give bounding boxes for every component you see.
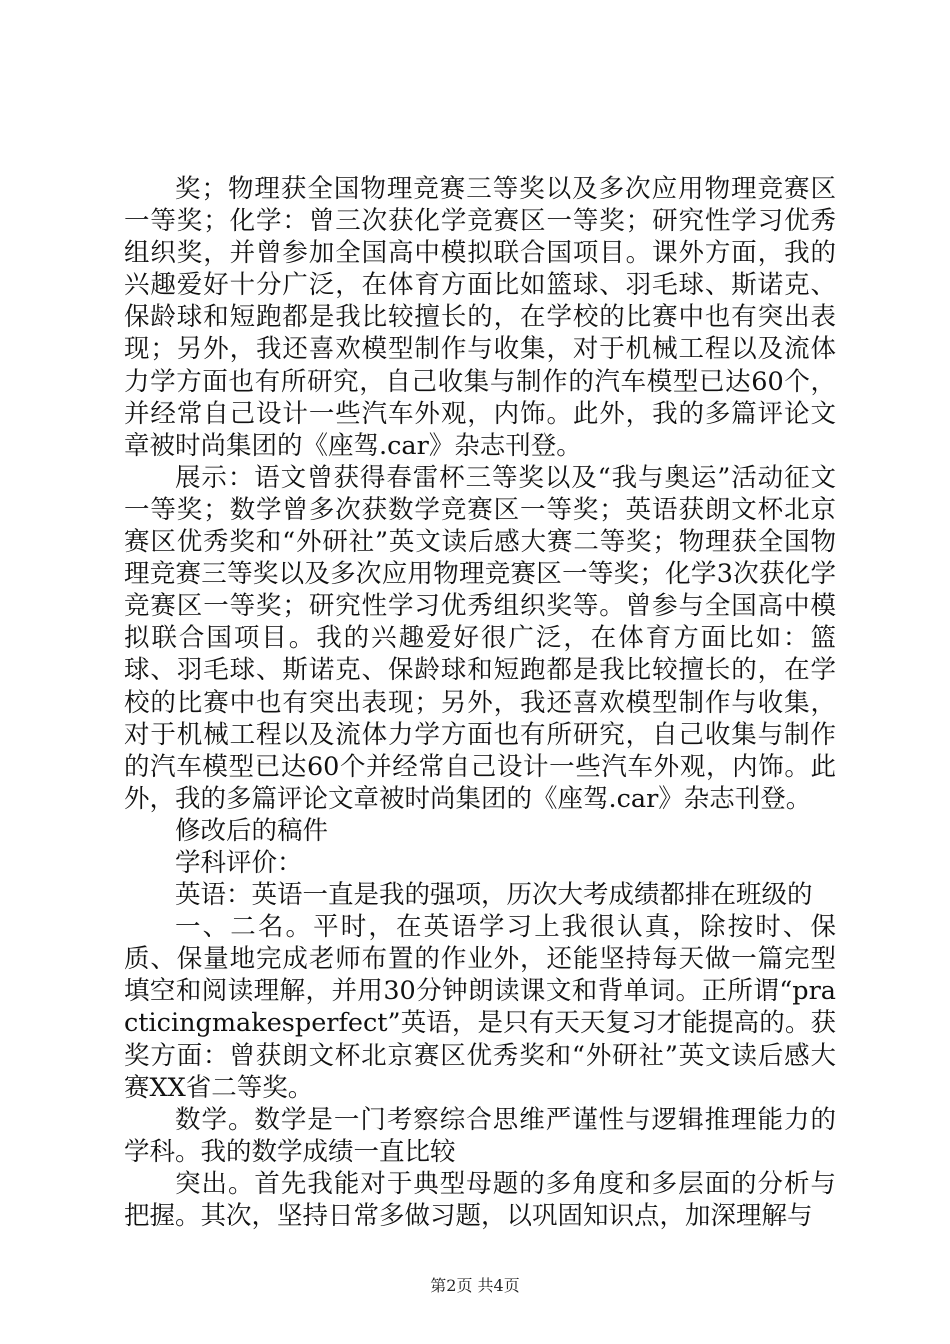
document-body [124,173,836,1232]
paragraph-english-intro: 英语：英语一直是我的强项，历次大考成绩都排在班级的 [175,880,813,911]
paragraph-showcase: 展示：语文曾获得春雷杯三等奖以及“我与奥运”活动征文一等奖；数学曾多次获数学竞赛区一等奖；英语获朗文杯北京赛区优秀奖和“外研社”英文读后感大赛二等奖；物理获全国物理竞赛三等奖以及多次应用物理竞赛区一等奖；化学3次获化学竞赛区一等奖；研究性学习优秀组织奖等。曾参与全国高中模拟联合国项目。我的兴趣爱好很广泛，在体育方面比如：篮球、羽毛球、斯诺克、保龄球和短跑都是我比较擅长的，在学校的比赛中也有突出表现；另外，我还喜欢模型制作与收集，对于机械工程以及流体力学方面也有所研究，自己收集与制作的汽车模型已达60个并经常自己设计一些汽车外观，内饰。此外，我的多篇评论文章被时尚集团的《座驾.car》杂志刊登。 [124,462,836,814]
subheading-subject-evaluation: 学科评价： [175,847,303,878]
paragraph-awards-continued: 奖；物理获全国物理竞赛三等奖以及多次应用物理竞赛区一等奖；化学：曾三次获化学竞赛区一等奖；研究性学习优秀组织奖，并曾参加全国高中模拟联合国项目。课外方面，我的兴趣爱好十分广泛，在体育方面比如篮球、羽毛球、斯诺克、保龄球和短跑都是我比较擅长的，在学校的比赛中也有突出表现；另外，我还喜欢模型制作与收集，对于机械工程以及流体力学方面也有所研究，自己收集与制作的汽车模型已达60个，并经常自己设计一些汽车外观，内饰。此外，我的多篇评论文章被时尚集团的《座驾.car》杂志刊登。 [124,174,836,461]
section-heading-revised-draft: 修改后的稿件 [175,815,329,846]
page-number: 第2页 共4页 [430,1276,520,1295]
page-footer [0,1273,950,1296]
paragraph-english-detail: 一、二名。平时，在英语学习上我很认真，除按时、保质、保量地完成老师布置的作业外，还能坚持每天做一篇完型填空和阅读理解，并用30分钟朗读课文和背单词。正所谓“practicingmakesperfect”英语，是只有天天复习才能提高的。获奖方面：曾获朗文杯北京赛区优秀奖和“外研社”英文读后感大赛XX省二等奖。 [124,912,836,1103]
paragraph-math-detail: 突出。首先我能对于典型母题的多角度和多层面的分析与把握。其次，坚持日常多做习题，以巩固知识点，加深理解与 [124,1168,836,1231]
paragraph-math-intro: 数学。数学是一门考察综合思维严谨性与逻辑推理能力的学科。我的数学成绩一直比较 [124,1104,836,1167]
